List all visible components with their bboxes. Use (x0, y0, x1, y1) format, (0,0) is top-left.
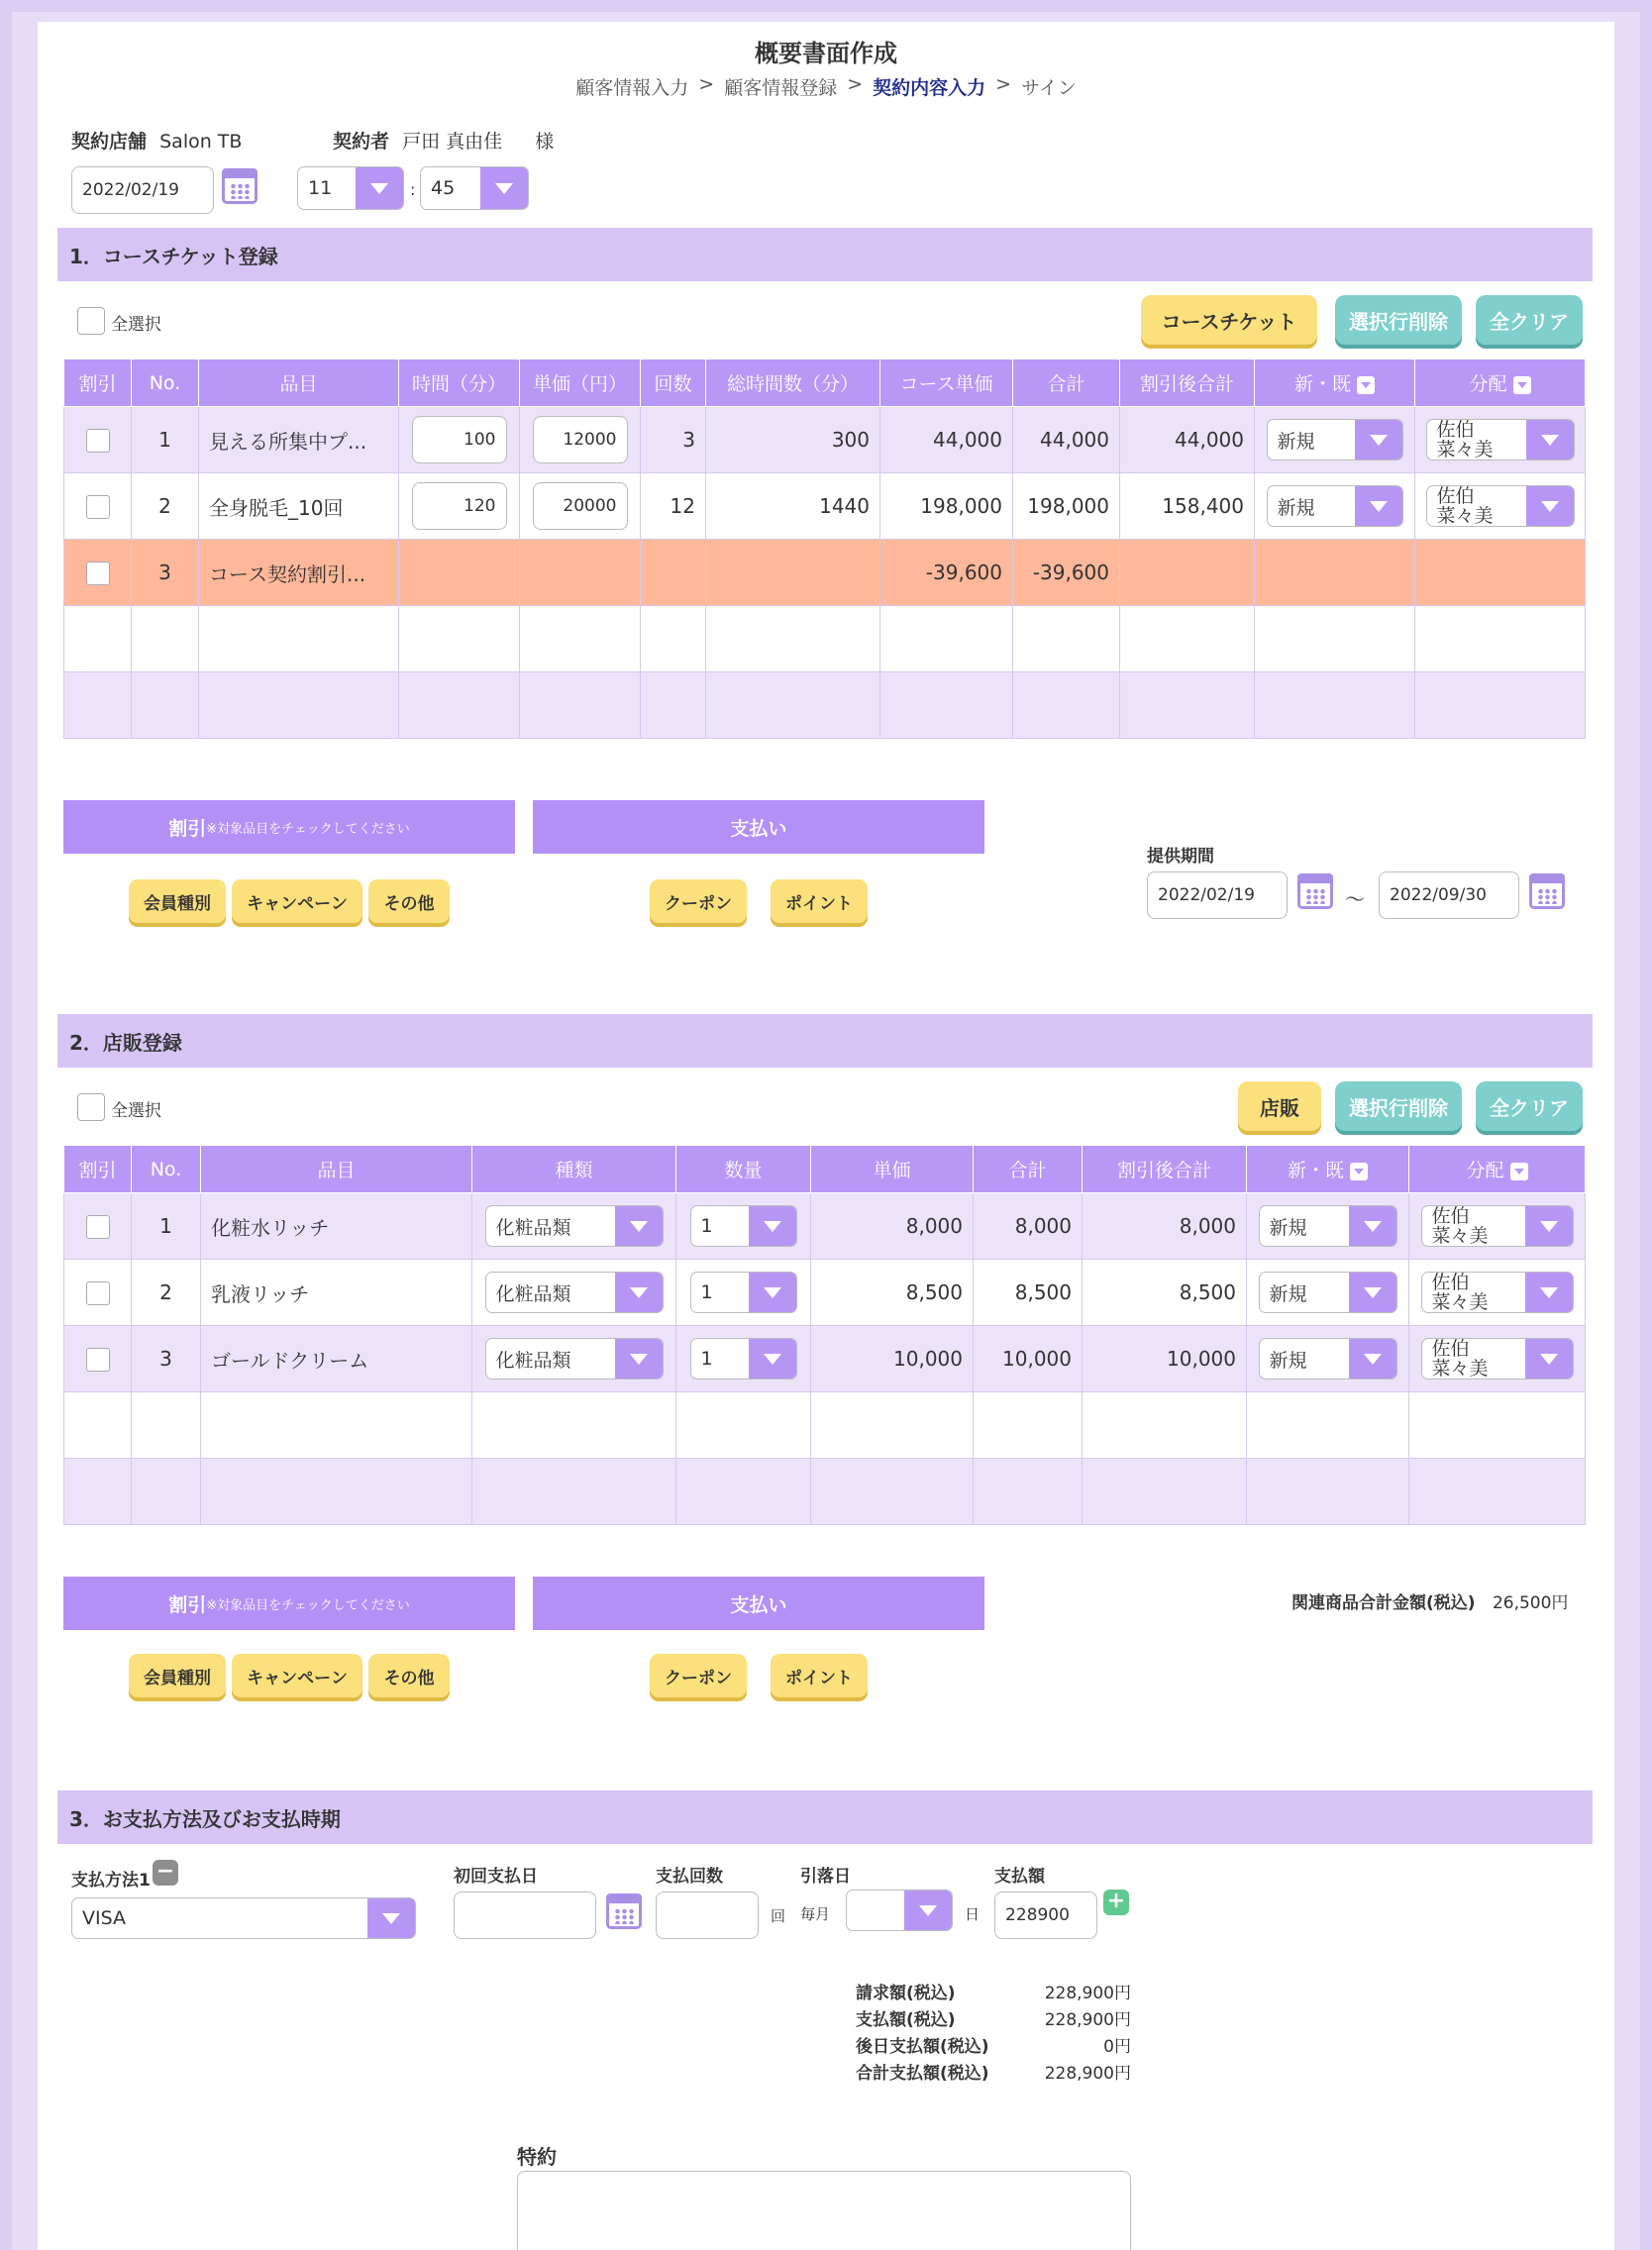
col-sum: 合計 (974, 1146, 1083, 1193)
chevron-down-icon (1525, 1339, 1573, 1379)
chevron-down-icon (1355, 486, 1402, 526)
row-checkbox[interactable] (86, 1348, 110, 1372)
row-total-time: 1440 (706, 473, 880, 540)
add-method-icon[interactable]: + (1103, 1890, 1129, 1915)
main-page (38, 22, 1614, 2250)
staff-value (1427, 485, 1526, 527)
empty-row (64, 672, 1586, 739)
empty-cell (706, 540, 880, 606)
staff-cell (1409, 1193, 1586, 1260)
chevron-down-icon (1526, 420, 1574, 460)
point-button[interactable]: ポイント (771, 879, 868, 923)
empty-cell (1255, 540, 1415, 606)
discount-label: 割引 (168, 1593, 207, 1616)
chevron-down-icon (749, 1339, 796, 1379)
staff-surname: 佐伯 (1431, 1272, 1470, 1293)
discount-row (64, 540, 1586, 606)
honorific: 様 (535, 131, 555, 153)
campaign-button[interactable]: キャンペーン (232, 1654, 362, 1697)
row-after-discount: 158,400 (1120, 473, 1255, 540)
row-checkbox[interactable] (86, 1215, 110, 1239)
kind-cell (472, 1193, 676, 1260)
col-new-existing[interactable] (1247, 1146, 1409, 1193)
row-no: 2 (132, 473, 199, 540)
contractor-label: 契約者 (333, 131, 390, 153)
col-new-existing[interactable] (1255, 359, 1415, 407)
col-sum: 合計 (1013, 359, 1120, 407)
staff-surname: 佐伯 (1431, 1205, 1470, 1227)
staff-given-name: 菜々美 (1431, 1225, 1489, 1247)
qty-cell (676, 1260, 811, 1326)
row-unit-price: 10,000 (811, 1326, 974, 1392)
col-new-existing-label: 新・既 (1293, 373, 1351, 395)
coupon-button[interactable]: クーポン (650, 1654, 747, 1697)
status-cell (1247, 1260, 1409, 1326)
row-sum: -39,600 (1013, 540, 1120, 606)
empty-cell (1120, 540, 1255, 606)
kind-value: 化粧品類 (495, 1282, 571, 1305)
breadcrumb-step-customer-register[interactable]: 顧客情報登録 (724, 77, 838, 99)
staff-value (1422, 1205, 1525, 1247)
status-value: 新規 (1269, 1349, 1307, 1372)
empty-cell (399, 540, 520, 606)
summary-label: 請求額(税込) (856, 1984, 956, 2003)
row-item: ゴールドクリーム (201, 1326, 472, 1392)
calendar-icon[interactable] (606, 1893, 642, 1929)
kind-value: 化粧品類 (495, 1349, 571, 1372)
col-count: 回数 (641, 359, 706, 407)
status-cell (1255, 473, 1415, 540)
related-total-value: 26,500円 (1492, 1593, 1569, 1613)
row-sum: 44,000 (1013, 407, 1120, 473)
retail-discount-bar (63, 1577, 515, 1630)
hour-value: 11 (308, 177, 333, 199)
summary-value: 228,900円 (1044, 2010, 1131, 2030)
chevron-down-icon (1349, 1339, 1396, 1379)
first-payment-date-label: 初回支払日 (454, 1867, 538, 1887)
staff-surname: 佐伯 (1436, 419, 1475, 441)
col-allocation-label: 分配 (1469, 373, 1507, 395)
status-value: 新規 (1277, 430, 1315, 453)
chevron-down-icon (1525, 1273, 1573, 1312)
calendar-icon[interactable] (222, 168, 258, 204)
retail-table (63, 1145, 1586, 1525)
row-item: 乳液リッチ (201, 1260, 472, 1326)
chevron-down-icon (1525, 1206, 1573, 1246)
staff-select[interactable] (1421, 1272, 1574, 1313)
kind-select[interactable] (485, 1272, 664, 1313)
time-cell (399, 407, 520, 473)
coupon-button[interactable]: クーポン (650, 879, 747, 923)
hour-select[interactable] (297, 166, 404, 210)
other-button[interactable]: その他 (368, 1654, 450, 1697)
col-time: 時間（分） (399, 359, 520, 407)
period-tilde: ～ (1345, 887, 1365, 911)
col-kind: 種類 (472, 1146, 676, 1193)
day-unit: 日 (965, 1905, 981, 1923)
summary-label: 支払額(税込) (856, 2010, 956, 2030)
staff-surname: 佐伯 (1436, 485, 1475, 507)
row-count: 3 (641, 407, 706, 473)
period-label: 提供期間 (1147, 847, 1214, 867)
select-all-checkbox[interactable] (77, 1093, 105, 1121)
dropdown-icon[interactable] (1510, 1163, 1528, 1180)
course-payment-bar: 支払い (533, 800, 984, 854)
staff-surname: 佐伯 (1431, 1338, 1470, 1360)
chevron-down-icon (904, 1891, 952, 1930)
select-all-label: 全選択 (111, 315, 161, 335)
row-checkbox[interactable] (86, 495, 110, 519)
period-end-input[interactable]: 2022/09/30 (1379, 871, 1519, 919)
col-discount: 割引 (64, 359, 132, 407)
quantity-value: 1 (700, 1215, 713, 1237)
chevron-down-icon (615, 1206, 663, 1246)
related-total (1291, 1588, 1568, 1613)
status-cell (1247, 1193, 1409, 1260)
price-cell (520, 473, 641, 540)
clear-all-button[interactable]: 全クリア (1476, 295, 1583, 345)
dropdown-icon[interactable] (1513, 376, 1531, 394)
table-row (64, 1326, 1586, 1392)
col-no: No. (132, 1146, 201, 1193)
row-checkbox[interactable] (86, 1281, 110, 1305)
col-after-discount: 割引後合計 (1120, 359, 1255, 407)
col-quantity: 数量 (676, 1146, 811, 1193)
discount-note: ※対象品目をチェックしてください (206, 1597, 410, 1613)
chevron-down-icon (1526, 486, 1574, 526)
contractor-info (333, 127, 554, 153)
col-unit-price: 単価 (811, 1146, 974, 1193)
qty-cell (676, 1326, 811, 1392)
col-after-discount: 割引後合計 (1083, 1146, 1247, 1193)
breadcrumb-step-contract-input: 契約内容入力 (873, 77, 986, 99)
delete-selected-rows-button[interactable]: 選択行削除 (1335, 295, 1462, 345)
row-checkbox-cell (64, 1260, 132, 1326)
row-sum: 8,500 (974, 1260, 1083, 1326)
chevron-down-icon (615, 1339, 663, 1379)
row-course-price: 44,000 (880, 407, 1013, 473)
col-no: No. (132, 359, 199, 407)
row-checkbox-cell (64, 1193, 132, 1260)
discount-label: 割引 (168, 817, 207, 840)
summary-value: 0円 (1103, 2037, 1131, 2057)
col-allocation-label: 分配 (1466, 1160, 1504, 1181)
contract-date-input[interactable]: 2022/02/19 (71, 166, 214, 214)
store-label: 契約店舗 (71, 131, 148, 153)
chevron-down-icon (367, 1898, 415, 1938)
col-item: 品目 (201, 1146, 472, 1193)
col-item: 品目 (199, 359, 399, 407)
row-checkbox[interactable] (86, 429, 110, 453)
staff-value (1422, 1338, 1525, 1380)
chevron-down-icon (356, 167, 403, 209)
chevron-down-icon (749, 1273, 796, 1312)
calendar-icon[interactable] (1297, 873, 1333, 909)
quantity-value: 1 (700, 1348, 713, 1370)
store-info (71, 127, 242, 153)
row-sum: 198,000 (1013, 473, 1120, 540)
col-allocation[interactable] (1415, 359, 1586, 407)
quantity-select[interactable] (690, 1338, 797, 1380)
status-value: 新規 (1269, 1282, 1307, 1305)
chevron-down-icon (1355, 420, 1402, 460)
breadcrumb (38, 73, 1614, 100)
related-total-label: 関連商品合計金額(税込) (1291, 1593, 1476, 1613)
chevron-down-icon (749, 1206, 796, 1246)
price-cell (520, 407, 641, 473)
staff-cell (1409, 1326, 1586, 1392)
row-sum: 10,000 (974, 1326, 1083, 1392)
staff-cell (1409, 1260, 1586, 1326)
row-unit-price: 8,500 (811, 1260, 974, 1326)
summary-value: 228,900円 (1044, 1984, 1131, 2003)
summary-label: 合計支払額(税込) (856, 2064, 989, 2084)
row-no: 1 (132, 1193, 201, 1260)
row-no: 3 (132, 540, 199, 606)
contractor-name: 戸田 真由佳 (402, 131, 503, 153)
payment-count-label: 支払回数 (656, 1867, 723, 1887)
row-after-discount: 10,000 (1083, 1326, 1247, 1392)
special-terms-textarea[interactable] (517, 2171, 1131, 2250)
table-row (64, 473, 1586, 540)
other-button[interactable]: その他 (368, 879, 450, 923)
row-course-price: 198,000 (880, 473, 1013, 540)
staff-value (1427, 419, 1526, 460)
course-ticket-button[interactable]: コースチケット (1141, 295, 1317, 345)
empty-cell (1415, 540, 1586, 606)
time-colon: : (410, 180, 416, 199)
payment-amount-label: 支払額 (994, 1867, 1045, 1887)
quantity-select[interactable] (690, 1205, 797, 1247)
empty-row (64, 1392, 1586, 1459)
delete-selected-rows-button[interactable]: 選択行削除 (1335, 1081, 1462, 1131)
withdraw-day-label: 引落日 (800, 1867, 851, 1887)
payment-method-select[interactable] (71, 1897, 416, 1939)
section-payment-header: 3．お支払方法及びお支払時期 (57, 1790, 1593, 1844)
remove-method-icon[interactable]: − (153, 1860, 178, 1886)
staff-given-name: 菜々美 (1436, 505, 1494, 527)
quantity-value: 1 (700, 1281, 713, 1303)
retail-payment-bar: 支払い (533, 1577, 984, 1630)
row-item: 全身脱毛_10回 (199, 473, 399, 540)
dropdown-icon[interactable] (1350, 1163, 1368, 1180)
empty-cell (520, 540, 641, 606)
dropdown-icon[interactable] (1357, 376, 1375, 394)
retail-table-header (64, 1146, 1586, 1193)
status-select[interactable] (1267, 485, 1403, 527)
payment-amount-input[interactable]: 228900 (994, 1892, 1097, 1939)
staff-select[interactable] (1421, 1205, 1574, 1247)
section-retail-header: 2．店販登録 (57, 1014, 1593, 1068)
retail-button[interactable]: 店販 (1238, 1081, 1321, 1131)
status-cell (1247, 1326, 1409, 1392)
row-no: 3 (132, 1326, 201, 1392)
summary-label: 後日支払額(税込) (856, 2037, 989, 2057)
period-start-input[interactable]: 2022/02/19 (1147, 871, 1288, 919)
time-cell (399, 473, 520, 540)
status-value: 新規 (1269, 1216, 1307, 1239)
empty-row (64, 1459, 1586, 1525)
row-after-discount: 8,500 (1083, 1260, 1247, 1326)
staff-value (1422, 1272, 1525, 1313)
qty-cell (676, 1193, 811, 1260)
unit-price-input[interactable]: 12000 (533, 416, 628, 463)
row-after-discount: 44,000 (1120, 407, 1255, 473)
kind-select[interactable] (485, 1205, 664, 1247)
row-checkbox-cell (64, 1326, 132, 1392)
breadcrumb-separator: > (995, 73, 1012, 95)
withdraw-day-select[interactable] (846, 1890, 953, 1931)
breadcrumb-separator: > (847, 73, 864, 95)
status-select[interactable] (1259, 1272, 1397, 1313)
breadcrumb-step-sign[interactable]: サイン (1021, 77, 1077, 99)
member-type-button[interactable]: 会員種別 (129, 879, 226, 923)
count-unit: 回 (771, 1907, 786, 1925)
kind-cell (472, 1326, 676, 1392)
col-total-time: 総時間数（分） (706, 359, 880, 407)
status-value: 新規 (1277, 496, 1315, 519)
chevron-down-icon (480, 167, 528, 209)
kind-value: 化粧品類 (495, 1216, 571, 1239)
col-unit-price: 単価（円） (520, 359, 641, 407)
col-new-existing-label: 新・既 (1287, 1160, 1344, 1181)
course-discount-bar (63, 800, 515, 854)
staff-cell (1415, 407, 1586, 473)
row-item: コース契約割引... (199, 540, 399, 606)
course-table-header (64, 359, 1586, 407)
section-course-header: 1．コースチケット登録 (57, 228, 1593, 281)
payment-method-value: VISA (82, 1907, 127, 1929)
chevron-down-icon (1349, 1206, 1396, 1246)
row-checkbox-cell (64, 473, 132, 540)
payment-method-label: 支払方法1 (71, 1871, 151, 1891)
quantity-select[interactable] (690, 1272, 797, 1313)
empty-row (64, 606, 1586, 672)
member-type-button[interactable]: 会員種別 (129, 1654, 226, 1697)
staff-given-name: 菜々美 (1431, 1291, 1489, 1313)
status-select[interactable] (1259, 1338, 1397, 1380)
staff-cell (1415, 473, 1586, 540)
staff-given-name: 菜々美 (1436, 439, 1494, 460)
calendar-icon[interactable] (1529, 873, 1565, 909)
row-count: 12 (641, 473, 706, 540)
staff-select[interactable] (1426, 419, 1575, 460)
status-select[interactable] (1267, 419, 1403, 460)
row-course-price: -39,600 (880, 540, 1013, 606)
select-all-label: 全選択 (111, 1101, 161, 1121)
row-item: 見える所集中プ... (199, 407, 399, 473)
minute-value: 45 (431, 177, 456, 199)
row-checkbox-cell (64, 540, 132, 606)
discount-note: ※対象品目をチェックしてください (206, 821, 410, 837)
table-row (64, 407, 1586, 473)
status-select[interactable] (1259, 1205, 1397, 1247)
clear-all-button[interactable]: 全クリア (1476, 1081, 1583, 1131)
breadcrumb-step-customer-input[interactable]: 顧客情報入力 (575, 77, 689, 99)
payment-count-input[interactable] (656, 1892, 759, 1939)
col-allocation[interactable] (1409, 1146, 1586, 1193)
row-no: 2 (132, 1260, 201, 1326)
table-row (64, 1260, 1586, 1326)
kind-cell (472, 1260, 676, 1326)
store-value: Salon TB (159, 131, 243, 153)
col-discount: 割引 (64, 1146, 132, 1193)
time-input[interactable]: 100 (412, 416, 507, 463)
row-item: 化粧水リッチ (201, 1193, 472, 1260)
table-row (64, 1193, 1586, 1260)
row-checkbox-cell (64, 407, 132, 473)
row-sum: 8,000 (974, 1193, 1083, 1260)
row-total-time: 300 (706, 407, 880, 473)
course-table (63, 358, 1586, 739)
chevron-down-icon (1349, 1273, 1396, 1312)
breadcrumb-separator: > (698, 73, 715, 95)
summary-value: 228,900円 (1044, 2064, 1131, 2084)
time-input[interactable]: 120 (412, 482, 507, 530)
row-checkbox[interactable] (86, 562, 110, 585)
point-button[interactable]: ポイント (771, 1654, 868, 1697)
first-payment-date-input[interactable] (454, 1892, 596, 1939)
unit-price-input[interactable]: 20000 (533, 482, 628, 530)
empty-cell (641, 540, 706, 606)
monthly-label: 毎月 (800, 1905, 831, 1923)
row-no: 1 (132, 407, 199, 473)
kind-select[interactable] (485, 1338, 664, 1380)
staff-select[interactable] (1426, 485, 1575, 527)
chevron-down-icon (615, 1273, 663, 1312)
row-unit-price: 8,000 (811, 1193, 974, 1260)
campaign-button[interactable]: キャンペーン (232, 879, 362, 923)
minute-select[interactable] (420, 166, 529, 210)
status-cell (1255, 407, 1415, 473)
staff-given-name: 菜々美 (1431, 1358, 1489, 1380)
row-after-discount: 8,000 (1083, 1193, 1247, 1260)
col-course-price: コース単価 (880, 359, 1013, 407)
special-terms-label: 特約 (517, 2145, 557, 2169)
staff-select[interactable] (1421, 1338, 1574, 1380)
select-all-checkbox[interactable] (77, 307, 105, 335)
page-title: 概要書面作成 (755, 40, 897, 67)
